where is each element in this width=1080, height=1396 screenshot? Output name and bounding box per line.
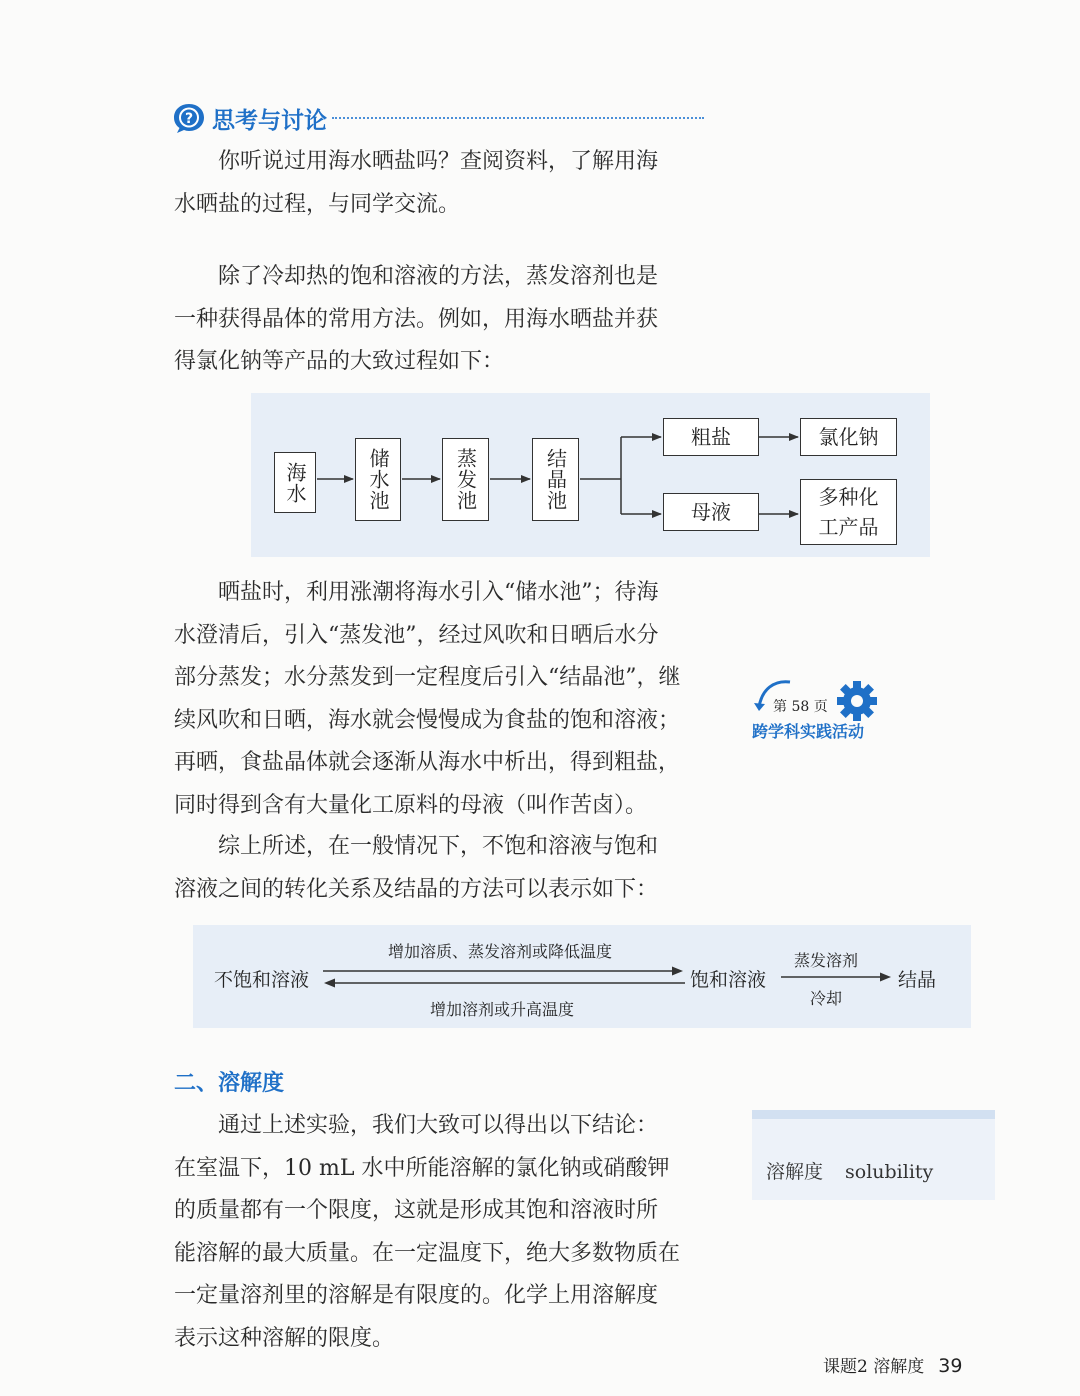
conclusion-paragraph: 通过上述实验，我们大致可以得出以下结论： 在室温下，10 mL 水中所能溶解的氯化钠或硝酸钾 的质量都有一个限度，这就是形成其饱和溶液时所 能溶解的最大质量。在一定温度下，绝大多数物质在 一定量溶剂里的溶解是有限度的。化学上用溶解度 表示这种溶解的限度。 <box>174 1113 681 1351</box>
summary-paragraph: 综上所述，在一般情况下，不饱和溶液与饱和 溶液之间的转化关系及结晶的方法可以表示如下： <box>174 834 659 902</box>
saturation-transformation-diagram <box>193 925 971 1028</box>
dotted-rule <box>332 117 704 119</box>
box-storage-pool: 储水池 <box>355 438 401 521</box>
discussion-header <box>172 100 707 136</box>
box-crystallization-pool: 结晶池 <box>532 438 579 521</box>
glossary-term: 溶解度 solubility <box>766 1161 934 1183</box>
label-evaporate-solvent: 蒸发溶剂 <box>794 951 859 970</box>
box-crude-salt: 粗盐 <box>663 418 759 456</box>
label-saturated-solution: 饱和溶液 <box>690 969 767 991</box>
box-mother-liquor: 母液 <box>663 493 759 531</box>
label-crystal: 结晶 <box>898 969 937 991</box>
page-footer <box>823 1352 962 1377</box>
link-activity-label[interactable]: 跨学科实践活动 <box>752 722 865 741</box>
question-bubble-icon <box>172 102 206 134</box>
box-sodium-chloride: 氯化钠 <box>800 418 897 456</box>
intro-paragraph: 除了冷却热的饱和溶液的方法，蒸发溶剂也是 一种获得晶体的常用方法。例如，用海水晒盐并获 得氯化钠等产品的大致过程如下： <box>174 264 659 374</box>
box-evaporation-pool: 蒸发池 <box>442 438 489 521</box>
label-forward-condition: 增加溶质、蒸发溶剂或降低温度 <box>388 942 613 961</box>
gear-icon <box>836 680 878 722</box>
section-title: 二、溶解度 <box>174 1071 285 1096</box>
discussion-text: 你听说过用海水晒盐吗？查阅资料，了解用海 水晒盐的过程，与同学交流。 <box>174 149 659 217</box>
glossary-note <box>752 1110 995 1200</box>
footer-chapter-label: 课题2 溶解度 <box>823 1357 925 1377</box>
process-paragraph: 晒盐时，利用涨潮将海水引入“储水池”；待海 水澄清后，引入“蒸发池”，经过风吹和日晒后水分 部分蒸发；水分蒸发到一定程度后引入“结晶池”，继 续风吹和日晒，海水就会慢慢成为食盐的饱和溶液； 再晒，食盐晶体就会逐渐从海水中析出，得到粗盐， 同时得到含有大量化工原料的母液（叫作苦卤）。 <box>174 580 681 818</box>
svg-text:?: ? <box>184 111 194 127</box>
page-number: 39 <box>938 1355 963 1377</box>
box-seawater: 海水 <box>274 452 316 513</box>
box-chemical-products: 多种化工产品 <box>800 479 897 545</box>
label-unsaturated-solution: 不饱和溶液 <box>214 969 310 991</box>
label-reverse-condition: 增加溶剂或升高温度 <box>430 1000 575 1019</box>
link-page-ref[interactable]: 第 58 页 <box>773 699 828 715</box>
discussion-title: 思考与讨论 <box>212 108 327 134</box>
sea-salt-flow-diagram <box>251 393 930 557</box>
label-cool: 冷却 <box>810 989 843 1008</box>
